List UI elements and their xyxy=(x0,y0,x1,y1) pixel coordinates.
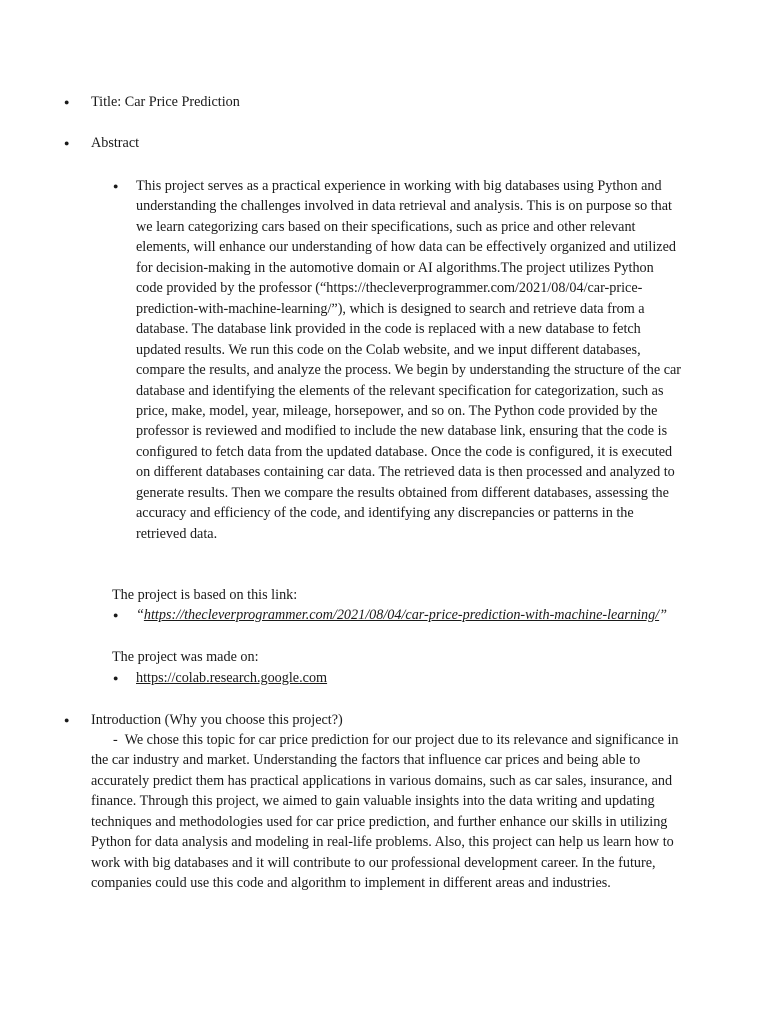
made-on-link[interactable]: https://colab.research.google.com xyxy=(136,670,328,686)
intro-heading: Introduction (Why you choose this project?) xyxy=(91,712,343,728)
based-on-link[interactable]: https://thecleverprogrammer.com/2021/08/04/car-price-prediction-with-machine-learning/ xyxy=(143,607,660,623)
open-quote: “ xyxy=(136,607,144,623)
bullet-made-on-link: ● xyxy=(113,673,119,683)
abstract-body: This project serves as a practical experience in working with big databases using Python and understanding the challenges involved in data retrieval and analysis. This is on purpose so that we learn categorizing cars based on their specifications, such as price and other relevant elements, will enhance our understanding of how data can be effectively organized and utilized for decision-making in the automotive domain or AI algorithms.The project utilizes Python code provided by the professor (“https://thecleverprogrammer.com/2021/08/04/car-price-prediction-with-machine-learning/”), which is designed to search and retrieve data from a database. The database link provided in the code is replaced with a new database to fetch updated results. We run this code on the Colab website, and we input different databases, compare the results, and analyze the process. We begin by understanding the structure of the car database and identifying the elements of the relevant specification for categorization, such as price, make, model, year, mileage, horsepower, and so on. The Python code provided by the professor is reviewed and modified to include the new database link, ensuring that the code is configured to fetch data from the updated database. Once the code is configured, it is executed on different databases containing car data. The retrieved data is then processed and analyzed to generate results. Then we compare the results obtained from different databases, assessing the accuracy and efficiency of the code, and identifying any discrepancies or patterns in the retrieved data. xyxy=(136,178,682,542)
bullet-based-on-link: ● xyxy=(113,610,119,620)
made-on-label: The project was made on: xyxy=(112,649,259,665)
title-item: Title: Car Price Prediction xyxy=(91,94,240,110)
intro-dash: - xyxy=(113,732,118,748)
bullet-intro: ● xyxy=(64,715,70,725)
intro-body: We chose this topic for car price prediction for our project due to its relevance and significance in the car industry and market. Understanding the factors that influence car prices and being able to accurately predict them has practical applications in various domains, such as car sales, insurance, and finance. Through this project, we aimed to gain valuable insights into the data writing and updating techniques and methodologies used for car price prediction, and further enhance our skills in utilizing Python for data analysis and modeling in real-life problems. Also, this project can help us learn how to work with big databases and it will contribute to our professional development career. In the future, companies could use this code and algorithm to implement in different areas and industries. xyxy=(91,732,679,892)
intro-body-block xyxy=(91,730,691,894)
abstract-heading: Abstract xyxy=(91,135,140,151)
close-quote: ” xyxy=(659,607,668,623)
bullet-title: ● xyxy=(64,97,70,107)
bullet-abstract-body: ● xyxy=(113,181,119,191)
based-on-link-block xyxy=(136,605,676,626)
bullet-abstract: ● xyxy=(64,138,70,148)
based-on-label: The project is based on this link: xyxy=(112,587,298,603)
